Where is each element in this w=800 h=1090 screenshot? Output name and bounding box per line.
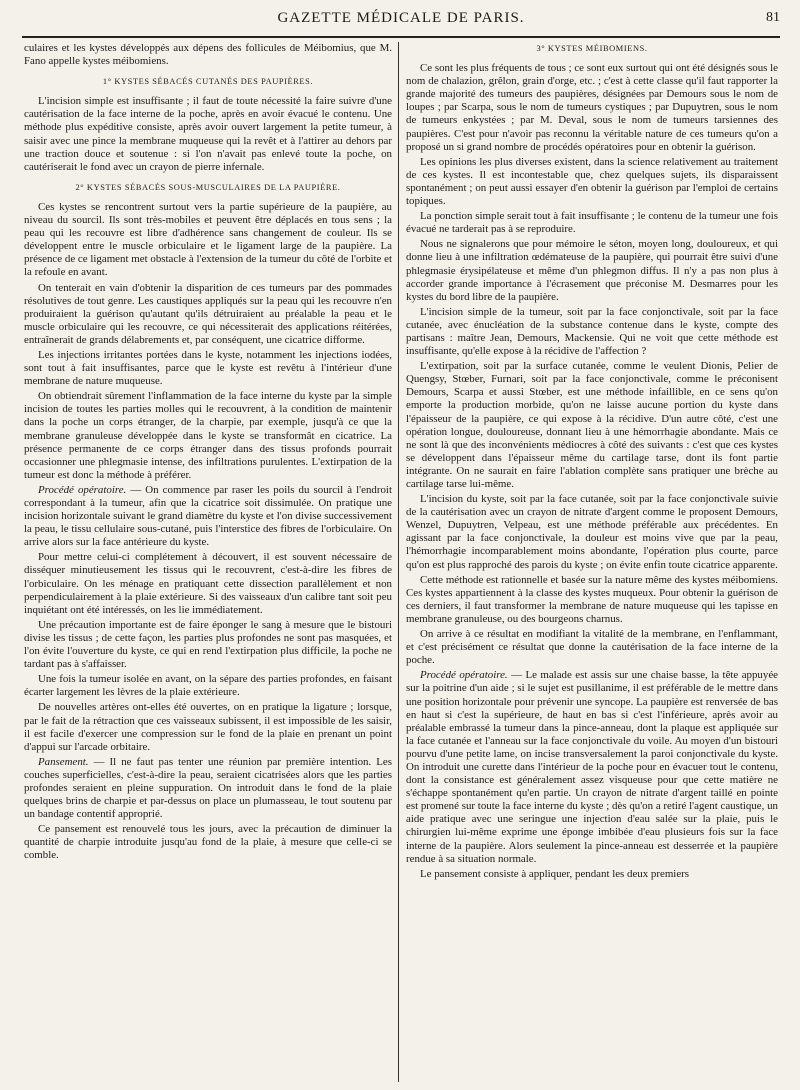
paragraph: Les injections irritantes portées dans le kyste, notamment les injections iodées, sont tout à fait insuffisantes, parce que le kyste est revêtu à l'intérieur d'une membrane de nature muqueuse. xyxy=(24,348,392,388)
paragraph: Ce sont les plus fréquents de tous ; ce sont eux surtout qui ont été désignés sous le nom de chalazion, grêlon, grain d'orge, etc. ; c'est à cette classe qu'il faut rapporter la grande majorité des tumeurs des paupières, désignées par Demours sous le nom de loupes ; par Scarpa, sous le nom de tumeurs cystiques ; par Dupuytren, sous le nom de tumeurs enkystées ; par M. Deval, sous le nom de tumeurs tarsiennes des paupières. C'est pour n'avoir pas reconnu la véritable nature de ces tumeurs qu'on a proposé un si grand nombre de procédés opératoires pour en obtenir la guérison. xyxy=(406,62,778,153)
paragraph: Cette méthode est rationnelle et basée sur la nature même des kystes méibomiens. Ces kystes appartiennent à la classe des kystes muqueux. Pour obtenir la guérison de ces derniers, il faut transformer la membrane de nature muqueuse qui les tapisse en membrane granuleuse, ou des bourgeons charnus. xyxy=(406,573,778,625)
journal-title: GAZETTE MÉDICALE DE PARIS. xyxy=(277,10,525,26)
paragraph: Une précaution importante est de faire éponger le sang à mesure que le bistouri divise les tissus ; de cette façon, les parties plus profondes ne sont pas masquées, et l'on évite l'ouverture du kyste, ce qui en rend l'extirpation plus difficile, la poche ne tardant pas à s'affaisser. xyxy=(24,618,392,671)
section-heading: 2° KYSTES SÉBACÉS SOUS-MUSCULAIRES DE LA PAUPIÈRE. xyxy=(75,182,341,192)
paragraph: Ce pansement est renouvelé tous les jours, avec la précaution de diminuer la quantité de charpie introduite jusqu'au fond de la plaie, à mesure que celle-ci se comble. xyxy=(24,823,392,862)
paragraph: L'extirpation, soit par la surface cutanée, comme le veulent Dionis, Pelier de Quengsy, Stœber, Furnari, soit par la face conjonctivale, comme le préconisent Demours, Scarpa et aussi Stœber, est une méthode infaillible, en ce sens qu'on emporte la production morbide, qu'on ne laisse aucune portion du kyste dans l'épaisseur de la paupière, ce qui expose à la récidive. D'un autre côté, c'est une opération longue, douloureuse, donnant lieu à une hémorrhagie abondante. Mais ce ne sont là que des inconvénients médiocres à côté des suivants : c'est que ces kystes se développent dans l'épaisseur même du cartilage tarse, dont ils font partie intégrante. On ne saurait en faire l'ablation complète sans pratiquer une brèche au cartilage tarse lui-même. xyxy=(406,360,778,490)
paragraph: Le pansement consiste à appliquer, pendant les deux premiers xyxy=(420,867,690,880)
paragraph-body: — On commence par raser les poils du sourcil à l'endroit correspondant à la tumeur, afin que la cicatrice soit dissimulée. On pratique une incision horizontale suivant le grand diamètre du kyste et l'on divise successivement la peau, le tissu cellulaire sous-cutané, puis l'interstice des fibres de l'orbiculaire. On arrive alors sur la face antérieure du kyste. xyxy=(24,483,392,549)
paragraph xyxy=(24,756,392,821)
page-header xyxy=(22,6,780,38)
paragraph: L'incision du kyste, soit par la face cutanée, soit par la face conjonctivale suivie de la cautérisation avec un crayon de nitrate d'argent comme le proposent Demours, Wenzel, Dupuytren, Velpeau, est une méthode préférable aux précédentes. En agissant par la face conjonctivale, la douleur est moins vive que par la peau, l'hémorrhagie incomparablement moins abondante, l'opération plus courte, parce qu'on est plus rapproché des parois du kyste ; on évite enfin toute cicatrice apparente. xyxy=(406,493,778,571)
right-column xyxy=(406,42,778,1087)
paragraph: On tenterait en vain d'obtenir la disparition de ces tumeurs par des pommades résolutives de tout genre. Les caustiques appliqués sur la peau qui les recouvre n'en produiraient la guérison qu'autant qu'ils détruiraient au préalable la peau et le muscle orbiculaire qui les recouvre, ce qui nécessiterait des applications réitérées, entraînerait de grands délabrements et, par conséquent, une cicatrice difforme. xyxy=(24,281,392,346)
paragraph-body: — Il ne faut pas tenter une réunion par première intention. Les couches superficielles, c'est-à-dire la peau, seraient cicatrisées alors que les parties profondes seraient en pleine suppuration. On introduit dans le fond de la plaie quelques brins de charpie et par-dessus on place un plumasseau, le tout soutenu par un bandage contentif approprié. xyxy=(24,755,392,821)
column-divider xyxy=(398,42,399,1082)
paragraph: Une fois la tumeur isolée en avant, on la sépare des parties profondes, en faisant écarter largement les lèvres de la plaie extérieure. xyxy=(24,673,392,699)
paragraph: De nouvelles artères ont-elles été ouvertes, on en pratique la ligature ; lorsque, par le fait de la rétraction que ces vaisseaux subissent, il est impossible de les saisir, il est facile d'exercer une compression sur le fond de la plaie en prenant un point d'appui sur l'arcade orbitaire. xyxy=(24,701,392,753)
paragraph: L'incision simple est insuffisante ; il faut de toute nécessité la faire suivre d'une cautérisation de la face interne de la poche, après en avoir évacué le contenu. Une méthode plus expéditive consiste, après avoir ouvert largement la petite tumeur, à saisir avec une pince la membrane muqueuse qui la revêt et à l'attirer au dehors par une traction douce et soutenue : si l'on n'avait pas enlevé toute la poche, on cautériserait le fond avec un crayon de pierre infernale. xyxy=(24,95,392,173)
paragraph: culaires et les kystes développés aux dépens des follicules de Méibomius, que M. Fano appelle kystes méibomiens. xyxy=(24,42,392,68)
paragraph: Ces kystes se rencontrent surtout vers la partie supérieure de la paupière, au niveau du sourcil. Ils sont très-mobiles et peuvent être déplacés en tous sens ; la peau qui les recouvre est libre d'adhérence sans changement de couleur. Ils se développent entre le muscle orbiculaire et le ligament large de la paupière. La présence de ce ligament met obstacle à l'extension de la tumeur du côté de l'orbite et la refoule en avant. xyxy=(24,200,392,279)
paragraph: Pour mettre celui-ci complétement à découvert, il est souvent nécessaire de disséquer minutieusement les tissus qui le recouvrent, c'est-à-dire les fibres de l'orbiculaire. On les ménage en pratiquant cette dissection parallèlement et non perpendiculairement à la plaie extérieure. Si des vaisseaux d'un calibre tant soit peu inquiétant ont été intéressés, on les lie immédiatement. xyxy=(24,551,392,616)
paragraph-lead: Pansement. xyxy=(38,755,89,768)
paragraph-lead: Procédé opératoire. xyxy=(38,483,127,496)
paragraph: La ponction simple serait tout à fait insuffisante ; le contenu de la tumeur une fois évacué ne tarderait pas à se reproduire. xyxy=(406,210,778,236)
paragraph: Les opinions les plus diverses existent, dans la science relativement au traitement de ces kystes. Il est incontestable que, chez quelques sujets, ils disparaissent spontanément ; on peut aussi essayer d'en obtenir la guérison par l'emploi de certains topiques. xyxy=(406,155,778,208)
page-number: 81 xyxy=(766,10,780,25)
paragraph: On obtiendrait sûrement l'inflammation de la face interne du kyste par la simple incision de toutes les parties molles qui le recouvrent, à la condition de maintenir dans la poche un corps étranger, de la charpie, par exemple, jusqu'à ce que la membrane granuleuse développée dans le kyste se transformât en cicatrice. La présence permanente de ce corps étranger dans des tissus profonds pourrait occasionner une phlegmasie intense, des infiltrations purulentes. L'extirpation de la tumeur est donc la méthode à préférer. xyxy=(24,390,392,481)
paragraph-body: — Le malade est assis sur une chaise basse, la tête appuyée sur la poitrine d'un aide ; si le sujet est pusillanime, il est préférable de le mettre dans une position horizontale pour prévenir une syncope. La paupière est renversée de bas en haut si c'est la supérieure, de haut en bas si c'est l'inférieure, après avoir au préalable embrassé la tumeur dans la pince-anneau, dont la plaque est appliquée sur la face cutanée et l'anneau sur la face conjonctivale du voile. Au moyen d'un bistouri pourvu d'une petite lame, on incise transversalement la paroi conjonctivale du kyste. On introduit une curette dans l'intérieur de la poche pour en évacuer tout le contenu, dont la consistance est généralement assez visqueuse pour que cette matière ne s'échappe spontanément qu'en partie. Un crayon de nitrate d'argent taillé en pointe est promené sur toute la face interne du kyste ; dès qu'on a retiré l'agent caustique, un aide pratique avec une seringue une injection d'eau salée sur la plaie, puis le chirurgien lui-même exprime une éponge imbibée d'eau plusieurs fois sur la face interne de la paupière. Alors seulement la pince-anneau est desserrée et la paupière rendue à sa situation normale. xyxy=(406,669,778,865)
section-heading: 3° KYSTES MÉIBOMIENS. xyxy=(536,44,648,53)
left-column xyxy=(24,42,392,1087)
paragraph xyxy=(406,669,778,865)
paragraph-lead: Procédé opératoire. xyxy=(420,669,508,682)
section-heading: 1° KYSTES SÉBACÉS CUTANÉS DES PAUPIÈRES. xyxy=(102,77,314,87)
paragraph: On arrive à ce résultat en modifiant la vitalité de la membrane, en l'enflammant, et c'est précisément ce résultat que donne la cautérisation de la face interne de la poche. xyxy=(406,628,778,667)
paragraph: Nous ne signalerons que pour mémoire le séton, moyen long, douloureux, et qui donne lieu à une infiltration œdémateuse de la paupière, qui pourrait être suivi d'une phlegmasie érysipélateuse et même d'un phlegmon diffus. Il n'y a pas non plus à accorder grande importance à l'écrasement que préconise M. Desmarres pour les kystes du bord libre de la paupière. xyxy=(406,238,778,303)
paragraph: L'incision simple de la tumeur, soit par la face conjonctivale, soit par la face cutanée, avec énucléation de la substance contenue dans le kyste, compte des partisans : maître Jean, Demours, Mackensie. Qui ne voit que cette méthode est insuffisante, qu'elle expose à la récidive de l'affection ? xyxy=(406,305,778,358)
paragraph xyxy=(24,484,392,549)
